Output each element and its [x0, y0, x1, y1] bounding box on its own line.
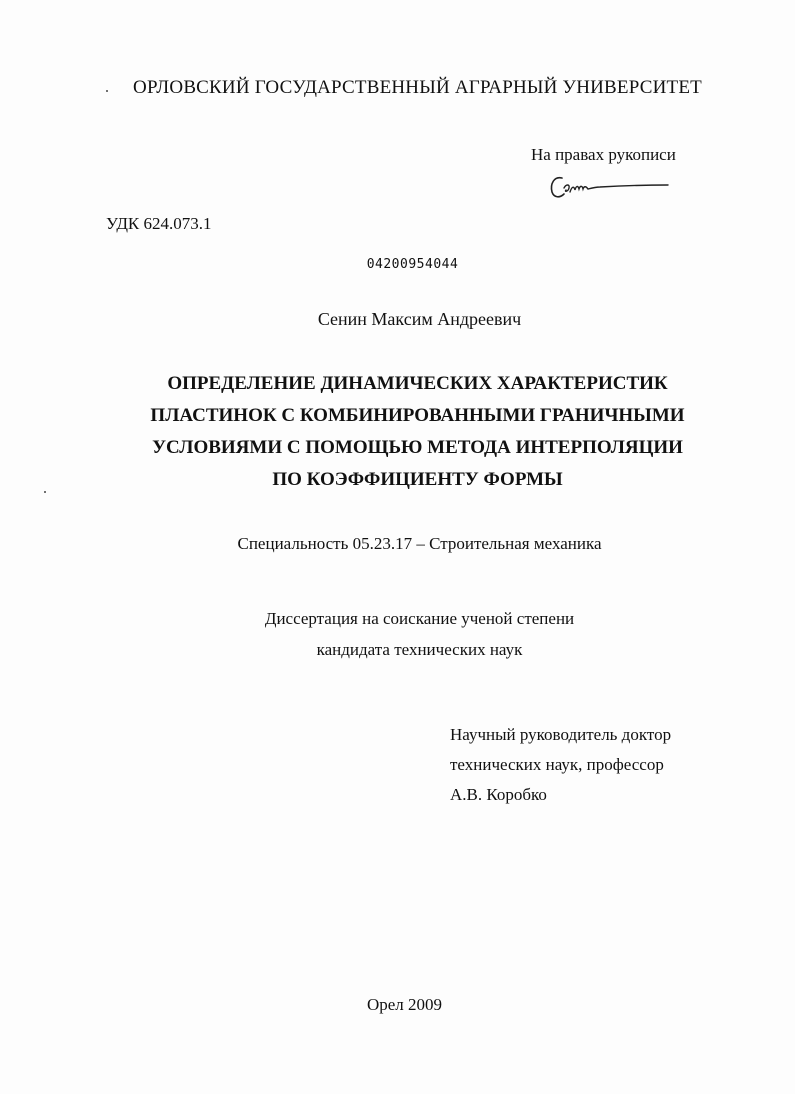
title-line: ПЛАСТИНОК С КОМБИНИРОВАННЫМИ ГРАНИЧНЫМИ — [150, 405, 685, 426]
thesis-degree — [0, 603, 795, 665]
manuscript-note: На правах рукописи — [531, 145, 676, 164]
university-name: ОРЛОВСКИЙ ГОСУДАРСТВЕННЫЙ АГРАРНЫЙ УНИВЕРСИТЕТ — [133, 77, 702, 98]
thesis-title — [0, 368, 795, 496]
title-line: ОПРЕДЕЛЕНИЕ ДИНАМИЧЕСКИХ ХАРАКТЕРИСТИК — [167, 373, 668, 394]
supervisor-line: Научный руководитель доктор — [450, 725, 672, 744]
thesis-line: Диссертация на соискание ученой степени — [264, 609, 575, 628]
thesis-line: кандидата технических наук — [316, 640, 523, 659]
catalog-number: 04200954044 — [366, 257, 459, 272]
title-line: ПО КОЭФФИЦИЕНТУ ФОРМЫ — [272, 469, 563, 490]
handwritten-signature — [548, 168, 672, 202]
supervisor-line: технических наук, профессор — [450, 755, 664, 774]
title-line: УСЛОВИЯМИ С ПОМОЩЬЮ МЕТОДА ИНТЕРПОЛЯЦИИ — [152, 437, 683, 458]
supervisor-name: А.В. Коробко — [450, 785, 547, 804]
author-name: Сенин Максим Андреевич — [317, 309, 522, 329]
scientific-supervisor — [450, 720, 671, 810]
city-year: Орел 2009 — [366, 995, 443, 1014]
specialty: Специальность 05.23.17 – Строительная механика — [237, 534, 602, 553]
udk-code: УДК 624.073.1 — [106, 214, 212, 233]
